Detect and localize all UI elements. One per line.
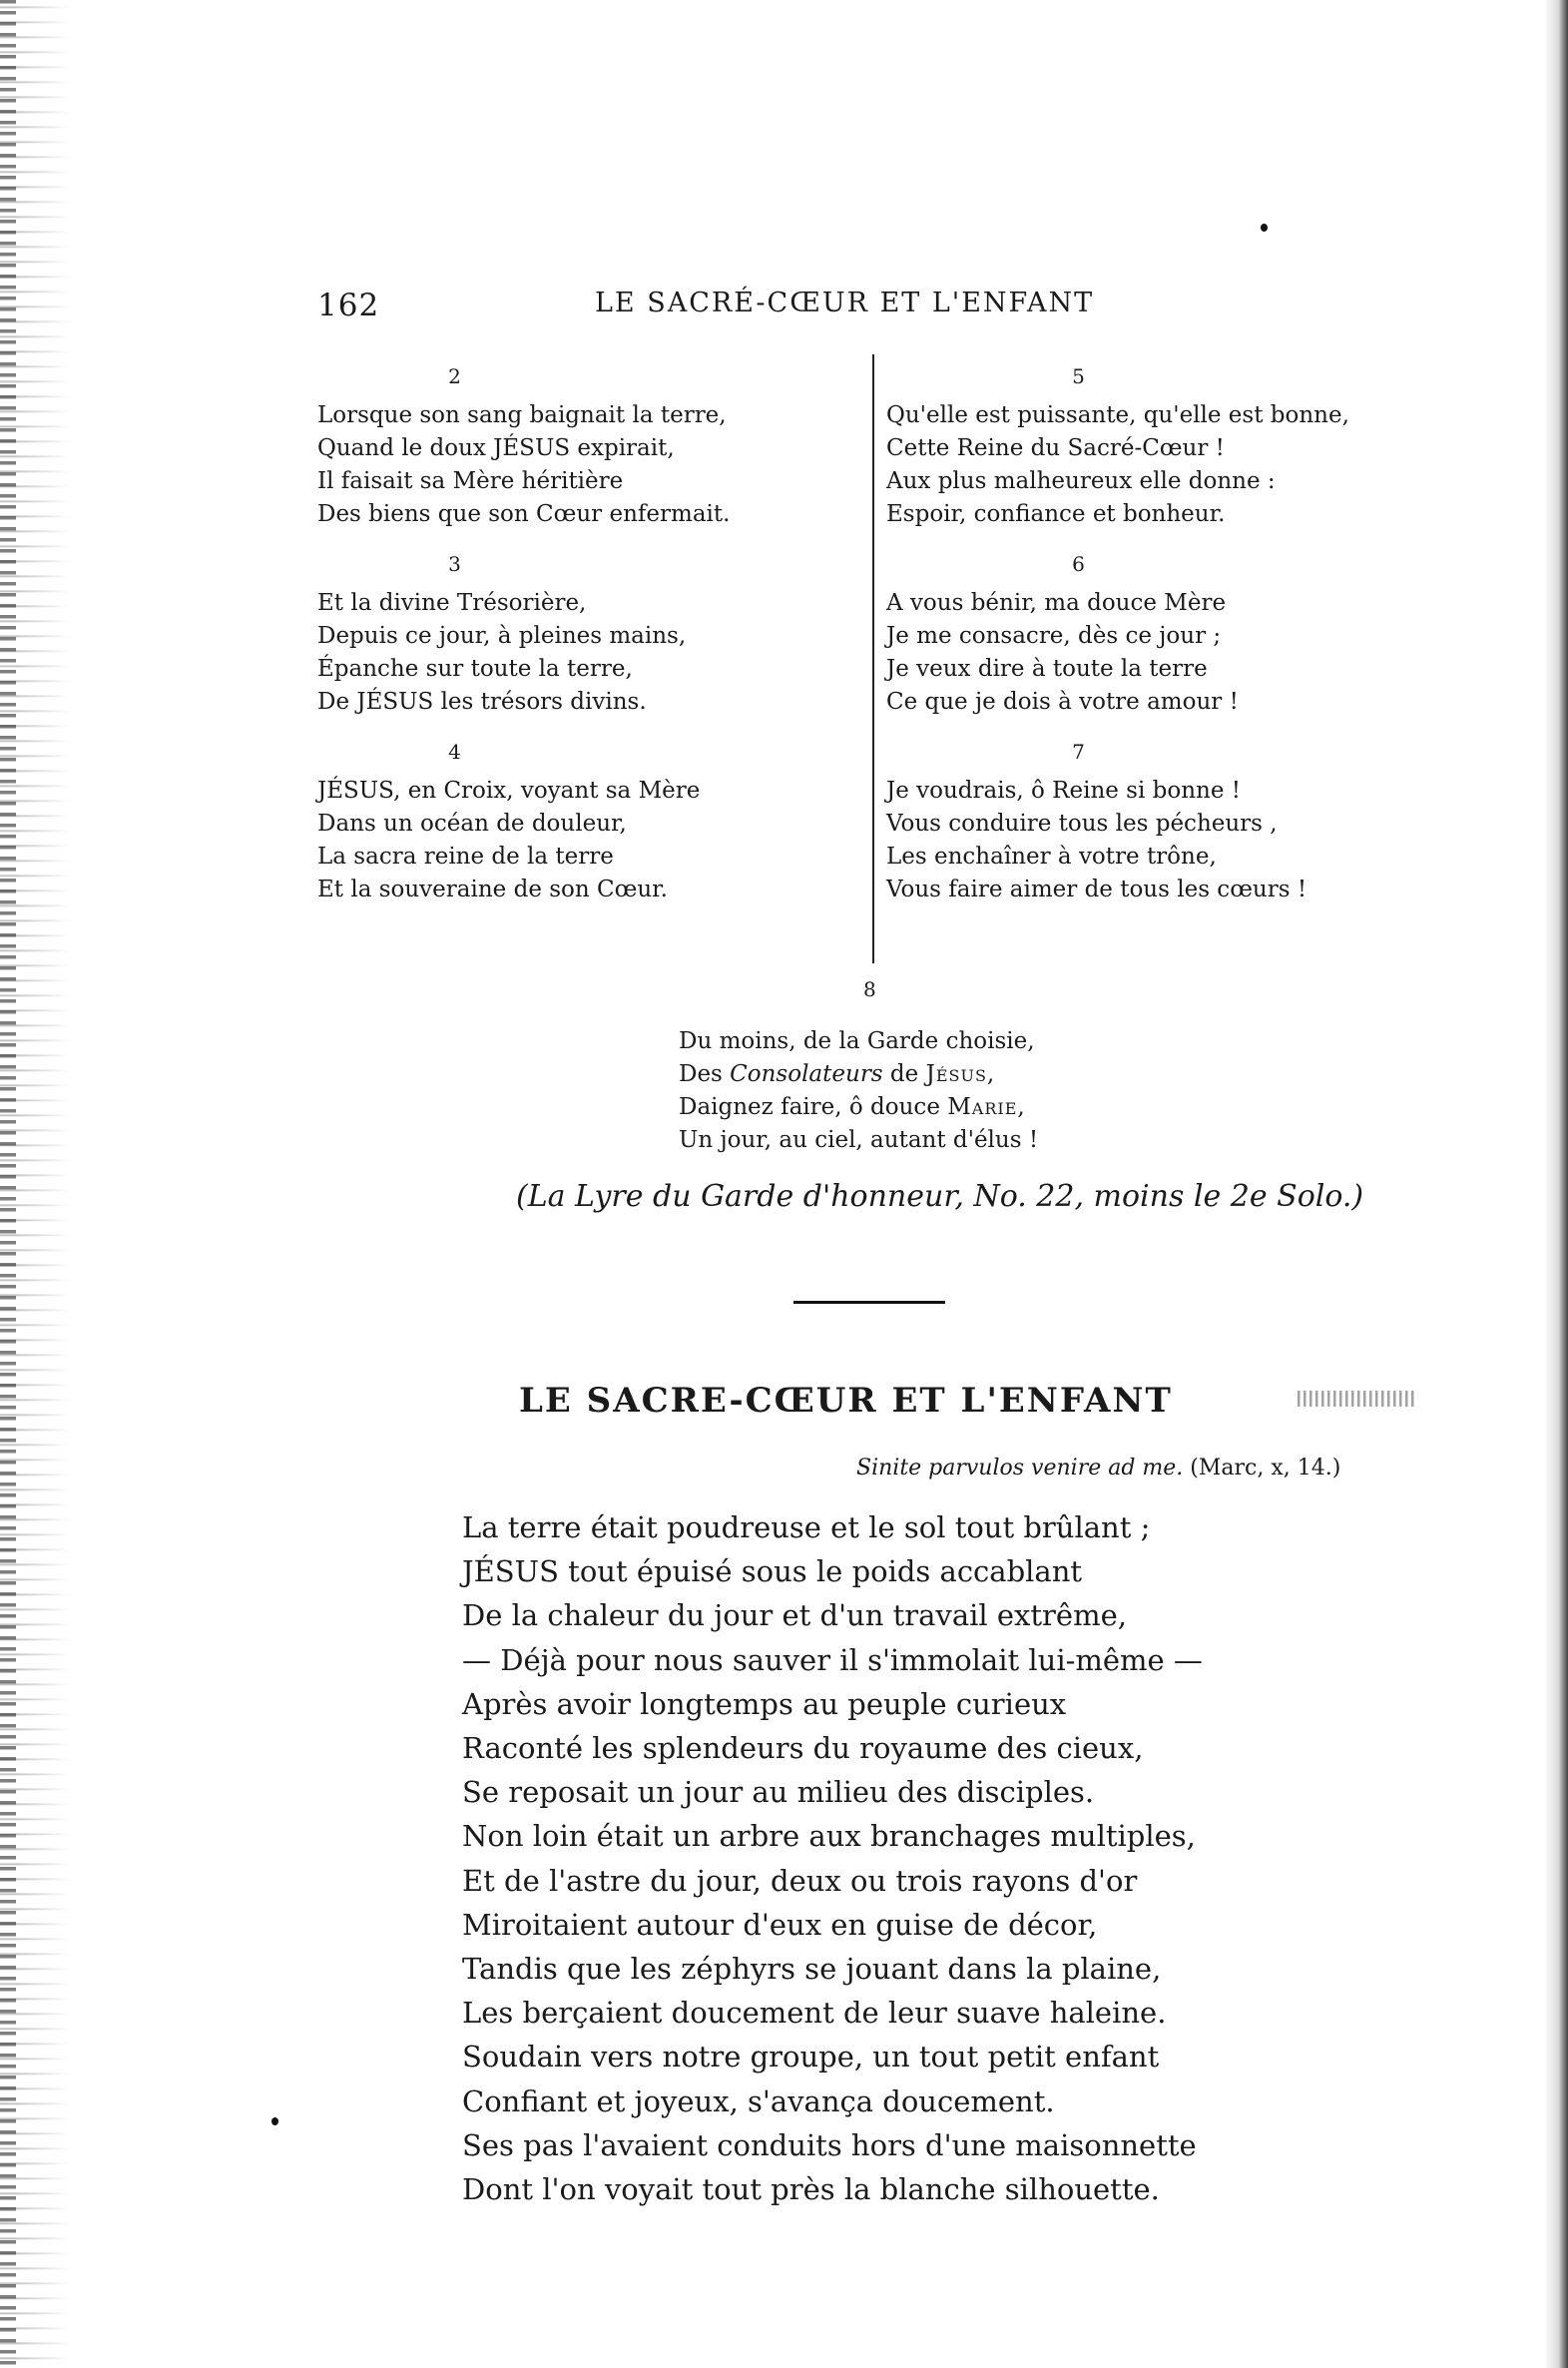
poem-line: — Déjà pour nous sauver il s'immolait lui-même — xyxy=(462,1642,1203,1677)
stanza-number: 5 xyxy=(1072,364,1085,388)
verse-text: Des xyxy=(679,1061,731,1087)
poem-line: Et de l'astre du jour, deux ou trois rayons d'or xyxy=(462,1863,1138,1898)
verse-line: De JÉSUS les trésors divins. xyxy=(317,689,647,715)
verse-line xyxy=(679,1058,1038,1091)
poem-line: Les berçaient doucement de leur suave haleine. xyxy=(462,1996,1167,2031)
source-citation: (La Lyre du Garde d'honneur, No. 22, moins le 2e Solo.) xyxy=(516,1179,1364,1214)
poem-line: La terre était poudreuse et le sol tout brûlant ; xyxy=(462,1510,1151,1544)
stanza-number: 8 xyxy=(863,977,876,1001)
stanza-number: 2 xyxy=(448,364,461,388)
stanza xyxy=(317,361,861,531)
verse-line: Depuis ce jour, à pleines mains, xyxy=(317,623,687,649)
stanza-number: 4 xyxy=(448,740,461,764)
epigraph-quote: Sinite parvulos venire ad me. xyxy=(856,1456,1184,1480)
stanza-number: 7 xyxy=(1072,740,1085,764)
running-head: LE SACRÉ-CŒUR ET L'ENFANT xyxy=(595,288,1095,318)
poem-title: LE SACRE-CŒUR ET L'ENFANT xyxy=(519,1381,1173,1421)
stanza xyxy=(317,737,861,906)
verse-smallcaps-text: Jésus, xyxy=(925,1061,996,1087)
verse-line: Vous faire aimer de tous les cœurs ! xyxy=(886,877,1307,902)
poem-line: Tandis que les zéphyrs se jouant dans la plaine, xyxy=(462,1952,1162,1987)
poem-line: Soudain vers notre groupe, un tout petit enfant xyxy=(462,2040,1160,2074)
verse-line: Lorsque son sang baignait la terre, xyxy=(317,402,727,428)
verse-text: de xyxy=(882,1061,926,1087)
scan-edge-right xyxy=(1544,0,1568,2368)
poem-line: Dont l'on voyait tout près la blanche silhouette. xyxy=(462,2172,1160,2207)
verse-line: JÉSUS, en Croix, voyant sa Mère xyxy=(317,778,701,804)
verse-line: Du moins, de la Garde choisie, xyxy=(679,1028,1035,1054)
poem-line: De la chaleur du jour et d'un travail extrême, xyxy=(462,1598,1127,1633)
poem-line: Ses pas l'avaient conduits hors d'une maisonnette xyxy=(462,2127,1197,2162)
stanza xyxy=(886,361,1405,531)
verse-line: Un jour, au ciel, autant d'élus ! xyxy=(679,1127,1039,1153)
verse-line: Quand le doux JÉSUS expirait, xyxy=(317,435,675,461)
right-column xyxy=(886,361,1405,924)
poem-line: Confiant et joyeux, s'avança doucement. xyxy=(462,2083,1055,2118)
verse-line: Et la souveraine de son Cœur. xyxy=(317,877,668,902)
poem-line: Après avoir longtemps au peuple curieux xyxy=(462,1686,1067,1721)
verse-line: Des biens que son Cœur enfermait. xyxy=(317,501,731,527)
verse-line: Ce que je dois à votre amour ! xyxy=(886,689,1239,715)
verse-line: Je veux dire à toute la terre xyxy=(886,656,1208,682)
verse-line: La sacra reine de la terre xyxy=(317,844,614,870)
verse-smallcaps-text: Marie, xyxy=(947,1094,1026,1120)
verse-text: Daignez faire, ô douce xyxy=(679,1094,948,1120)
stanza xyxy=(886,549,1405,719)
verse-line xyxy=(679,1091,1038,1124)
section-rule xyxy=(793,1301,945,1304)
verse-line: Il faisait sa Mère héritière xyxy=(317,468,624,494)
verse-line: Qu'elle est puissante, qu'elle est bonne, xyxy=(886,402,1349,428)
scan-edge-left-marks xyxy=(0,0,16,2368)
verse-line: Épanche sur toute la terre, xyxy=(317,656,633,682)
print-smudge xyxy=(1298,1391,1417,1407)
column-divider xyxy=(872,354,874,963)
stanza-number: 3 xyxy=(448,552,461,576)
stanza xyxy=(886,737,1405,906)
epigraph-reference: (Marc, x, 14.) xyxy=(1183,1456,1341,1480)
verse-italic-text: Consolateurs xyxy=(730,1061,883,1087)
verse-line: Et la divine Trésorière, xyxy=(317,590,587,616)
stanza-final-lines xyxy=(679,1025,1038,1157)
verse-line: Je voudrais, ô Reine si bonne ! xyxy=(886,778,1242,804)
epigraph xyxy=(856,1456,1340,1480)
stanza xyxy=(317,549,861,719)
page-number: 162 xyxy=(317,288,380,323)
ink-speck xyxy=(1261,224,1268,232)
poem-line: JÉSUS tout épuisé sous le poids accablant xyxy=(462,1554,1083,1589)
verse-line: Dans un océan de douleur, xyxy=(317,811,627,837)
verse-line: Je me consacre, dès ce jour ; xyxy=(886,623,1222,649)
verse-line: Les enchaîner à votre trône, xyxy=(886,844,1217,870)
stanza-number: 6 xyxy=(1072,552,1085,576)
poem-line: Raconté les splendeurs du royaume des cieux, xyxy=(462,1731,1144,1766)
verse-line: Espoir, confiance et bonheur. xyxy=(886,501,1226,527)
verse-line: Cette Reine du Sacré-Cœur ! xyxy=(886,435,1225,461)
verse-line: Vous conduire tous les pécheurs , xyxy=(886,811,1278,837)
verse-line: Aux plus malheureux elle donne : xyxy=(886,468,1276,494)
left-column xyxy=(317,361,861,924)
poem-line: Non loin était un arbre aux branchages multiples, xyxy=(462,1819,1196,1854)
poem-body xyxy=(462,1505,1360,2211)
ink-speck xyxy=(271,2117,278,2125)
poem-line: Miroitaient autour d'eux en guise de décor, xyxy=(462,1907,1098,1942)
poem-line: Se reposait un jour au milieu des disciples. xyxy=(462,1775,1095,1810)
page-header xyxy=(317,288,1166,327)
verse-line: A vous bénir, ma douce Mère xyxy=(886,590,1227,616)
